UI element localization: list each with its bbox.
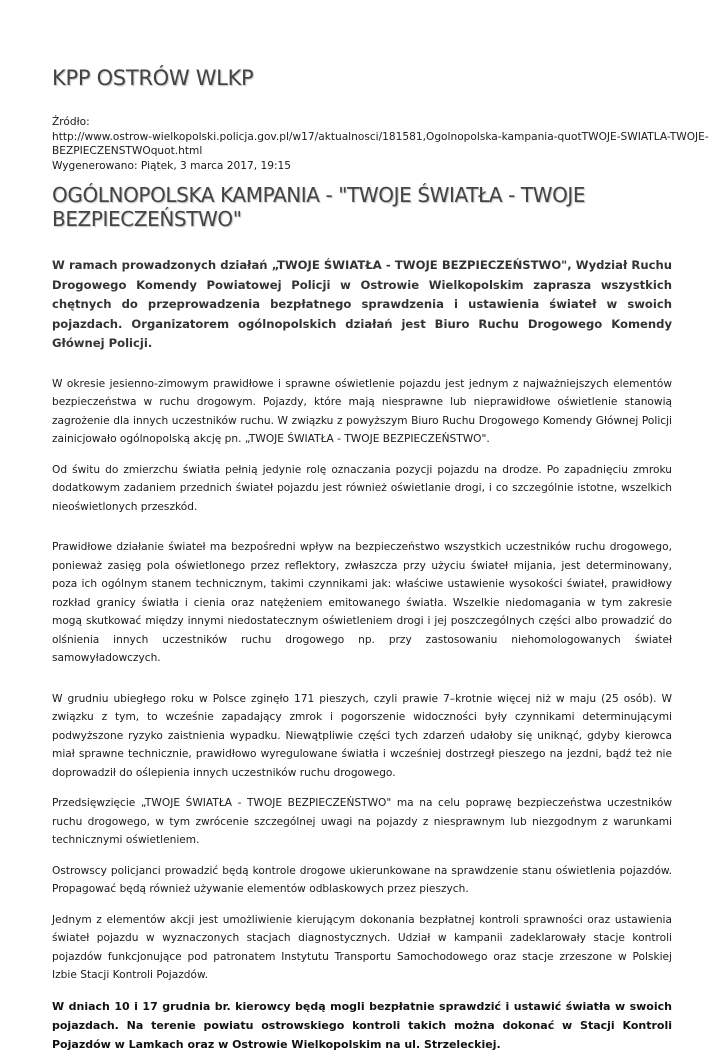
article-title: OGÓLNOPOLSKA KAMPANIA - "TWOJE ŚWIATŁA - TWOJE BEZPIECZEŃSTWO" [52, 183, 586, 231]
article-paragraph: W grudniu ubiegłego roku w Polsce zginęło 171 pieszych, czyli prawie 7–krotnie więcej niż w maju (25 osób). W związku z tym, to wcześnie zapadający zmrok i pogorszenie widoczności były czynnikami determinującymi podwyższone ryzyko zaistnienia wypadku. Niewątpliwie części tych zdarzeń udałoby się uniknąć, gdyby kierowca miał sprawne technicznie, prawidłowo wyregulowane światła i wcześniej dostrzegł pieszego na jezdni, bądź też nie doprowadził do oślepienia innych uczestników ruchu drogowego. [52, 692, 672, 779]
article-lead: W ramach prowadzonych działań „TWOJE ŚWIATŁA - TWOJE BEZPIECZEŃSTWO", Wydział Ruchu Drogowego Komendy Powiatowej Policji w Ostrowie Wielkopolskim zaprasza wszystkich chętnych do przeprowadzenia bezpłatnego sprawdzenia i ustawienia świateł w swoich pojazdach. Organizatorem ogólnopolskich działań jest Biuro Ruchu Drogowego Komendy Głównej Policji. [52, 258, 672, 350]
article-paragraph: Od świtu do zmierzchu światła pełnią jedynie rolę oznaczania pozycji pojazdu na drodze. Po zapadnięciu zmroku dodatkowym zadaniem przednich świateł pojazdu jest również oświetlanie drogi, i co szczególnie istotne, wszelkich nieoświetlonych przeszkód. [52, 463, 672, 513]
site-title: KPP OSTRÓW WLKP [52, 66, 254, 90]
article-body [52, 256, 672, 1054]
generated-timestamp: Wygenerowano: Piątek, 3 marca 2017, 19:15 [52, 159, 292, 172]
article-paragraph: Prawidłowe działanie świateł ma bezpośredni wpływ na bezpieczeństwo wszystkich uczestników ruchu drogowego, ponieważ zasięg pola oświetlonego przez reflektory, zwłaszcza przy użyciu świateł mijania, jest determinowany, poza ich ogólnym stanem technicznym, takimi czynnikami jak: właściwe ustawienie wysokości świateł, prawidłowy rozkład granicy światła i cienia oraz natężeniem emitowanego światła. Wszelkie niedomagania w tym zakresie mogą skutkować między innymi niedostatecznym oświetleniem drogi i jej poszczególnych części albo prowadzić do olśnienia innych uczestników ruchu drogowego np. przy zastosowaniu niehomologowanych świateł samowyładowczych. [52, 541, 672, 664]
article-paragraph: Przedsięwzięcie „TWOJE ŚWIATŁA - TWOJE BEZPIECZEŃSTWO" ma na celu poprawę bezpieczeństwa uczestników ruchu drogowego, w tym zwrócenie szczególnej uwagi na pojazdy z niesprawnym lub niezgodnym z warunkami technicznymi oświetleniem. [52, 797, 672, 846]
article-paragraph: Ostrowscy policjanci prowadzić będą kontrole drogowe ukierunkowane na sprawdzenie stanu oświetlenia pojazdów. Propagować będą również używanie elementów odblaskowych przez pieszych. [52, 864, 672, 895]
article-closing: W dniach 10 i 17 grudnia br. kierowcy będą mogli bezpłatnie sprawdzić i ustawić światła w swoich pojazdach. Na terenie powiatu ostrowskiego kontroli takich można dokonać w Stacji Kontroli Pojazdów w Lamkach oraz w Ostrowie Wielkopolskim na ul. Strzeleckiej. [52, 999, 672, 1051]
article-paragraph: Jednym z elementów akcji jest umożliwienie kierującym dokonania bezpłatnej kontroli sprawności oraz ustawienia świateł pojazdu w wyznaczonych stacjach diagnostycznych. Udział w kampanii zadeklarowały stacje kontroli pojazdów funkcjonujące pod patronatem Instytutu Transportu Samochodowego oraz stacje zrzeszone w Polskiej Izbie Stacji Kontroli Pojazdów. [52, 913, 672, 981]
source-url-line-1: http://www.ostrow-wielkopolski.policja.gov.pl/w17/aktualnosci/181581,Ogolnopolska-kampania-quotTWOJE-SWIATLA-TWOJE- [52, 130, 709, 143]
article-paragraph: W okresie jesienno-zimowym prawidłowe i sprawne oświetlenie pojazdu jest jednym z najważniejszych elementów bezpieczeństwa w ruchu drogowym. Pojazdy, które mają niesprawne lub nieprawidłowe oświetlenie stanowią zagrożenie dla innych uczestników ruchu. W związku z powyższym Biuro Ruchu Drogowego Komendy Głównej Policji zainicjowało ogólnopolską akcję pn. „TWOJE ŚWIATŁA - TWOJE BEZPIECZEŃSTWO". [52, 377, 672, 445]
source-meta [52, 115, 709, 173]
source-url-line-2: BEZPIECZENSTWOquot.html [52, 145, 203, 157]
source-label: Źródło: [52, 116, 90, 128]
